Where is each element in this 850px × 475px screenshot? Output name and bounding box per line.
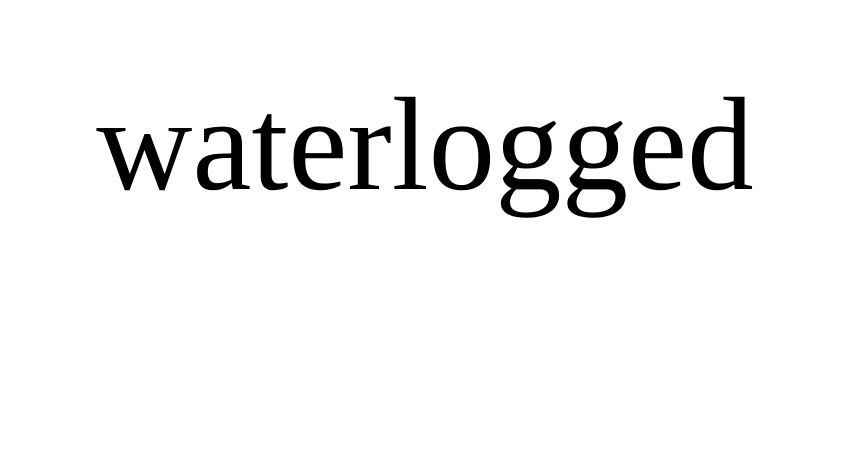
word-text: waterlogged (96, 70, 754, 218)
